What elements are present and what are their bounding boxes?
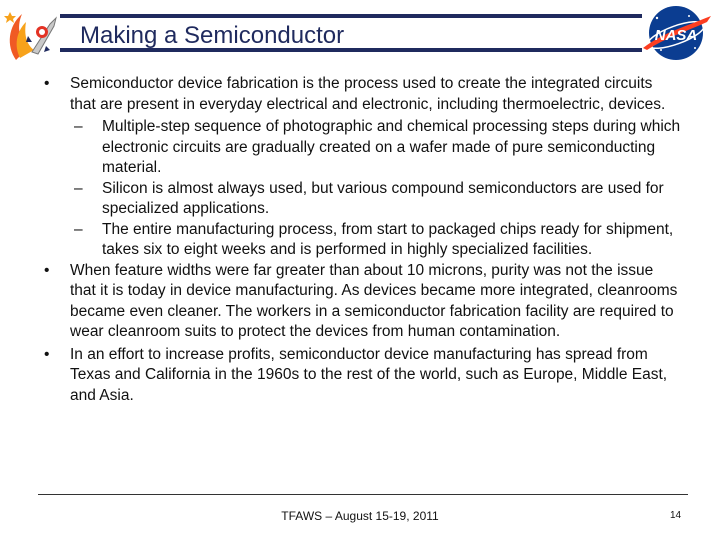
sub-bullet-marker: – — [74, 118, 83, 135]
bullet-marker: • — [44, 345, 50, 363]
sub-bullet-text: The entire manufacturing process, from start to packaged chips ready for shipment, takes six to eight weeks and is performed in highly specialized facilities. — [102, 220, 674, 258]
sub-bullet-item — [42, 117, 682, 179]
page-title: Making a Semiconductor — [80, 22, 345, 49]
footer-divider — [38, 494, 688, 495]
sub-bullet-item — [42, 179, 682, 220]
footer-event-text: TFAWS – August 15-19, 2011 — [281, 509, 439, 523]
nasa-logo-text: NASA — [654, 27, 698, 44]
bullet-text: In an effort to increase profits, semiconductor device manufacturing has spread from Texas and California in the 1960s to the rest of the world, such as Europe, Middle East, and Asia. — [70, 345, 668, 404]
bullet-item — [42, 74, 682, 115]
bullet-item — [42, 261, 682, 343]
sub-bullet-marker: – — [74, 220, 83, 238]
slide-body — [42, 74, 682, 408]
title-bar — [60, 14, 642, 52]
bullet-marker: • — [44, 261, 50, 279]
bullet-text: When feature widths were far greater than about 10 microns, purity was not the issue that it is today in device manufacturing. As devices became more integrated, cleanrooms became even cleaner. The workers in a semiconductor fabrication facility are required to wear cleanroom suits to protect the devices from human contamination. — [70, 261, 678, 340]
bullet-item — [42, 345, 682, 407]
sub-bullet-item — [42, 220, 682, 261]
sub-bullet-text: Silicon is almost always used, but various compound semiconductors are used for specialized applications. — [102, 179, 664, 217]
bullet-marker: • — [44, 75, 50, 92]
sub-bullet-marker: – — [74, 179, 83, 197]
bullet-text: Semiconductor device fabrication is the process used to create the integrated circuits that are present in everyday electrical and electronic, including thermoelectric, devices. — [70, 75, 666, 113]
page-number: 14 — [670, 510, 682, 521]
nasa-logo-icon — [637, 4, 715, 62]
sub-bullet-text: Multiple-step sequence of photographic and chemical processing steps during which electronic circuits are gradually created on a wafer made of pure semiconducting material. — [102, 118, 681, 176]
